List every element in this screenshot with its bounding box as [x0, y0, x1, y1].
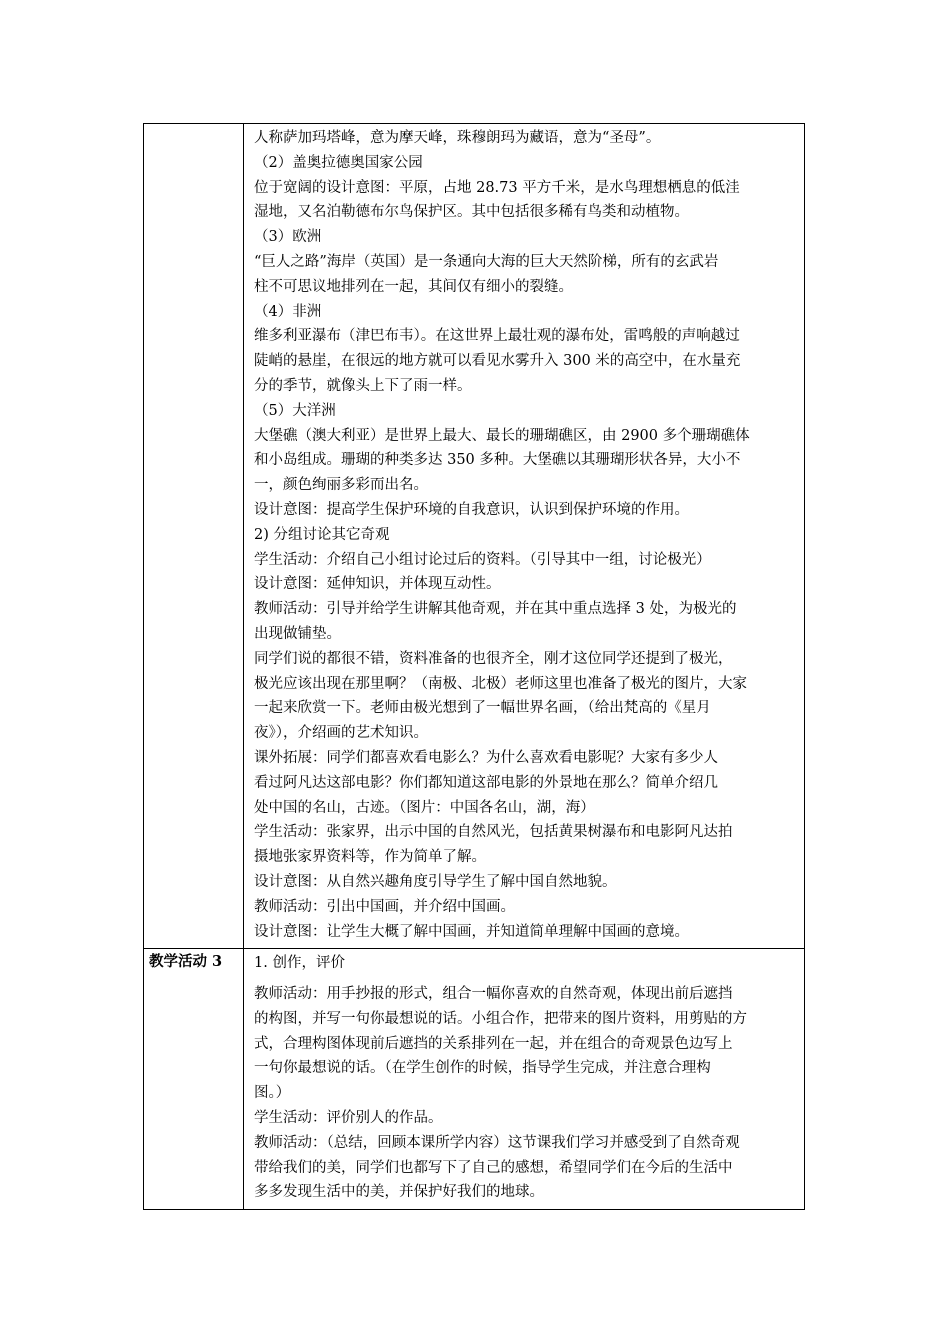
text-line: 课外拓展：同学们都喜欢看电影么？为什么喜欢看电影呢？大家有多少人	[254, 749, 718, 766]
text-line: （4）非洲	[254, 303, 322, 320]
text-line: “巨人之路”海岸（英国）是一条通向大海的巨大天然阶梯，所有的玄武岩	[254, 253, 719, 270]
text-line: 分的季节，就像头上下了雨一样。	[254, 377, 472, 394]
text-line: 式，合理构图体现前后遮挡的关系排列在一起，并在组合的奇观景色边写上	[254, 1035, 733, 1052]
text-line: （5）大洋洲	[254, 402, 336, 419]
text-line: 湿地，又名泊勒德布尔鸟保护区。其中包括很多稀有鸟类和动植物。	[254, 204, 689, 221]
text-line: 一起来欣赏一下。老师由极光想到了一幅世界名画，（给出梵高的《星月	[254, 700, 711, 717]
lesson-plan-table	[143, 123, 805, 1210]
text-line: 多多发现生活中的美，并保护好我们的地球。	[254, 1184, 544, 1201]
text-line: （2）盖奥拉德奥国家公园	[254, 154, 423, 171]
text-line: 设计意图：从自然兴趣角度引导学生了解中国自然地貌。	[254, 873, 617, 890]
text-line: 一，颜色绚丽多彩而出名。	[254, 477, 428, 494]
text-line: 带给我们的美，同学们也都写下了自己的感想，希望同学们在今后的生活中	[254, 1159, 733, 1176]
text-line: 教师活动：引导并给学生讲解其他奇观，并在其中重点选择 3 处，为极光的	[254, 601, 737, 618]
text-line: 柱不可思议地排列在一起，其间仅有细小的裂缝。	[254, 278, 573, 295]
text-line: 教师活动：引出中国画，并介绍中国画。	[254, 898, 515, 915]
text-line: 极光应该出现在那里啊？（南极、北极）老师这里也准备了极光的图片，大家	[254, 675, 747, 692]
text-line: 学生活动：张家界，出示中国的自然风光，包括黄果树瀑布和电影阿凡达拍	[254, 824, 733, 841]
row-label: 教学活动 3	[144, 949, 244, 1210]
text-line: 夜》），介绍画的艺术知识。	[254, 725, 428, 742]
text-line: 1. 创作，评价	[254, 955, 345, 972]
text-line: 和小岛组成。珊瑚的种类多达 350 多种。大堡礁以其珊瑚形状各异，大小不	[254, 452, 741, 469]
text-line: 的构图，并写一句你最想说的话。小组合作，把带来的图片资料，用剪贴的方	[254, 1010, 747, 1027]
text-line: 图。）	[254, 1085, 291, 1102]
text-line: 看过阿凡达这部电影？你们都知道这部电影的外景地在那么？简单介绍几	[254, 774, 718, 791]
text-line: 出现做铺垫。	[254, 625, 341, 642]
text-line: 维多利亚瀑布（津巴布韦）。在这世界上最壮观的瀑布处，雷鸣般的声响越过	[254, 328, 740, 345]
text-line: 设计意图：延伸知识，并体现互动性。	[254, 576, 501, 593]
text-line: 人称萨加玛塔峰，意为摩天峰，珠穆朗玛为藏语，意为“圣母”。	[254, 130, 661, 146]
text-line: 处中国的名山，古迹。（图片：中国各名山，湖，海）	[254, 799, 595, 816]
text-line: 摄地张家界资料等，作为简单了解。	[254, 849, 486, 866]
text-line: 学生活动：评价别人的作品。	[254, 1110, 443, 1127]
text-line: （3）欧洲	[254, 229, 322, 246]
text-line: 教师活动：用手抄报的形式，组合一幅你喜欢的自然奇观，体现出前后遮挡	[254, 986, 733, 1003]
text-line: 一句你最想说的话。（在学生创作的时候，指导学生完成，并注意合理构	[254, 1060, 711, 1077]
row-label	[144, 124, 244, 949]
text-line: 位于宽阔的设计意图：平原，占地 28.73 平方千米，是水鸟理想栖息的低洼	[254, 179, 740, 196]
text-line: 设计意图：提高学生保护环境的自我意识，认识到保护环境的作用。	[254, 501, 689, 518]
row-content	[244, 124, 805, 949]
row-content	[244, 949, 805, 1210]
text-line: 教师活动：（总结，回顾本课所学内容）这节课我们学习并感受到了自然奇观	[254, 1134, 740, 1151]
text-line: 设计意图：让学生大概了解中国画，并知道简单理解中国画的意境。	[254, 923, 689, 940]
text-line: 同学们说的都很不错，资料准备的也很齐全，刚才这位同学还提到了极光，	[254, 650, 733, 667]
text-line: 大堡礁（澳大利亚）是世界上最大、最长的珊瑚礁区，由 2900 多个珊瑚礁体	[254, 427, 750, 444]
table-row	[144, 124, 805, 949]
text-line: 学生活动：介绍自己小组讨论过后的资料。（引导其中一组，讨论极光）	[254, 551, 711, 568]
text-line: 陡峭的悬崖，在很远的地方就可以看见水雾升入 300 米的高空中，在水量充	[254, 353, 741, 370]
table-row	[144, 949, 805, 1210]
text-line: 2) 分组讨论其它奇观	[254, 526, 390, 543]
